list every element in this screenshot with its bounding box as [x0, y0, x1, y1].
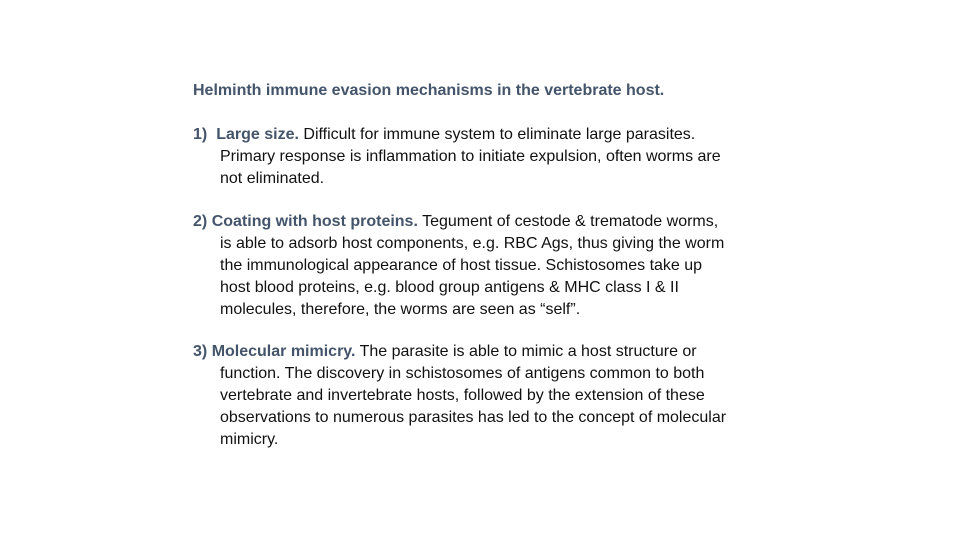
- item-heading: Coating with host proteins.: [211, 213, 418, 230]
- slide-title: Helminth immune evasion mechanisms in the vertebrate host.: [193, 82, 665, 99]
- item-text-line: observations to numerous parasites has led to the concept of molecular: [220, 409, 727, 426]
- list-item-molecular-mimicry: [193, 341, 813, 451]
- item-text-line: is able to adsorb host components, e.g. RBC Ags, thus giving the worm: [220, 235, 725, 252]
- item-number: 2): [193, 213, 208, 230]
- item-text-line: the immunological appearance of host tissue. Schistosomes take up: [220, 257, 703, 274]
- item-text-line: mimicry.: [220, 431, 279, 448]
- item-text-line: Primary response is inflammation to initiate expulsion, often worms are: [220, 148, 721, 165]
- item-text-line: molecules, therefore, the worms are seen as “self”.: [220, 301, 581, 318]
- list-item-first-line: [193, 124, 813, 146]
- item-text-line: vertebrate and invertebrate hosts, followed by the extension of these: [220, 387, 705, 404]
- item-text-line: Tegument of cestode & trematode worms,: [422, 213, 719, 230]
- item-text-line: function. The discovery in schistosomes of antigens common to both: [220, 365, 705, 382]
- item-text-line: The parasite is able to mimic a host structure or: [359, 343, 697, 360]
- item-text-line: host blood proteins, e.g. blood group antigens & MHC class I & II: [220, 279, 679, 296]
- item-text-line: not eliminated.: [220, 170, 325, 187]
- item-text-line: Difficult for immune system to eliminate large parasites.: [303, 126, 696, 143]
- item-heading: Molecular mimicry.: [211, 343, 356, 360]
- list-item-first-line: [193, 211, 813, 233]
- list-item-coating-host-proteins: [193, 211, 813, 321]
- list-item-large-size: [193, 124, 813, 190]
- list-item-first-line: [193, 341, 813, 363]
- item-heading: Large size.: [216, 126, 299, 143]
- item-number: 3): [193, 343, 208, 360]
- item-number: 1): [193, 126, 208, 143]
